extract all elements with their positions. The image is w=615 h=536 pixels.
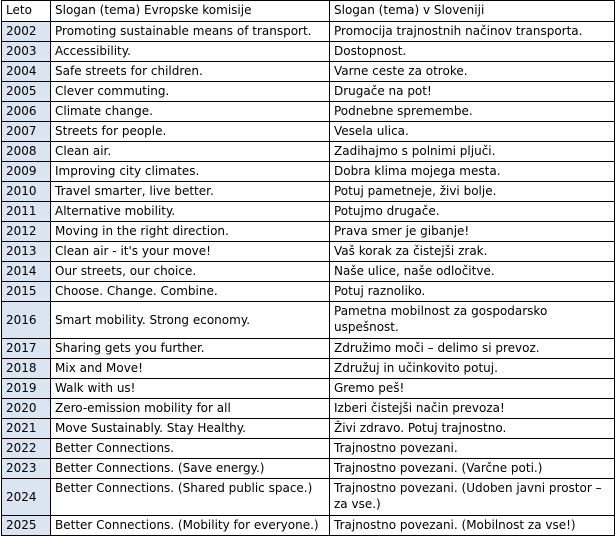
table-row: [2, 459, 615, 479]
year-cell: 2005: [2, 82, 51, 102]
table-row: [2, 122, 615, 142]
si-slogan-cell: Združuj in učinkovito potuj.: [330, 359, 615, 379]
header-year: Leto: [2, 1, 51, 22]
table-row: [2, 399, 615, 419]
si-slogan-cell: Gremo peš!: [330, 379, 615, 399]
table-row: [2, 202, 615, 222]
table-row: [2, 302, 615, 339]
si-slogan-cell: Drugače na pot!: [330, 82, 615, 102]
table-row: [2, 102, 615, 122]
eu-slogan-cell: Better Connections. (Mobility for everyone.): [51, 516, 330, 536]
year-cell: 2017: [2, 339, 51, 359]
si-slogan-cell: Dobra klima mojega mesta.: [330, 162, 615, 182]
eu-slogan-cell: Sharing gets you further.: [51, 339, 330, 359]
year-cell: 2010: [2, 182, 51, 202]
eu-slogan-cell: Promoting sustainable means of transport.: [51, 22, 330, 42]
slogan-table: [1, 0, 615, 536]
si-slogan-cell: Prava smer je gibanje!: [330, 222, 615, 242]
year-cell: 2011: [2, 202, 51, 222]
table-row: [2, 242, 615, 262]
eu-slogan-cell: Choose. Change. Combine.: [51, 282, 330, 302]
year-cell: 2014: [2, 262, 51, 282]
eu-slogan-cell: Accessibility.: [51, 42, 330, 62]
year-cell: 2008: [2, 142, 51, 162]
si-slogan-cell: Trajnostno povezani. (Udoben javni prostor – za vse.): [330, 479, 615, 516]
eu-slogan-cell: Our streets, our choice.: [51, 262, 330, 282]
table-row: [2, 339, 615, 359]
table-row: [2, 42, 615, 62]
table-row: [2, 142, 615, 162]
year-cell: 2023: [2, 459, 51, 479]
eu-slogan-cell: Alternative mobility.: [51, 202, 330, 222]
year-cell: 2012: [2, 222, 51, 242]
table-row: [2, 479, 615, 516]
si-slogan-cell: Pametna mobilnost za gospodarsko uspešnost.: [330, 302, 615, 339]
eu-slogan-cell: Smart mobility. Strong economy.: [51, 302, 330, 339]
year-cell: 2013: [2, 242, 51, 262]
eu-slogan-cell: Travel smarter, live better.: [51, 182, 330, 202]
si-slogan-cell: Potujmo drugače.: [330, 202, 615, 222]
eu-slogan-cell: Clean air - it's your move!: [51, 242, 330, 262]
header-eu-slogan: Slogan (tema) Evropske komisije: [51, 1, 330, 22]
table-row: [2, 359, 615, 379]
table-row: [2, 82, 615, 102]
si-slogan-cell: Potuj pametneje, živi bolje.: [330, 182, 615, 202]
si-slogan-cell: Vesela ulica.: [330, 122, 615, 142]
eu-slogan-cell: Walk with us!: [51, 379, 330, 399]
header-row: [2, 1, 615, 22]
eu-slogan-cell: Better Connections.: [51, 439, 330, 459]
table-row: [2, 62, 615, 82]
year-cell: 2022: [2, 439, 51, 459]
year-cell: 2021: [2, 419, 51, 439]
si-slogan-cell: Vaš korak za čistejši zrak.: [330, 242, 615, 262]
eu-slogan-cell: Climate change.: [51, 102, 330, 122]
table-row: [2, 222, 615, 242]
si-slogan-cell: Promocija trajnostnih načinov transporta.: [330, 22, 615, 42]
si-slogan-cell: Izberi čistejši način prevoza!: [330, 399, 615, 419]
year-cell: 2007: [2, 122, 51, 142]
eu-slogan-cell: Better Connections. (Shared public space.): [51, 479, 330, 516]
eu-slogan-cell: Clean air.: [51, 142, 330, 162]
eu-slogan-cell: Streets for people.: [51, 122, 330, 142]
year-cell: 2004: [2, 62, 51, 82]
year-cell: 2003: [2, 42, 51, 62]
year-cell: 2009: [2, 162, 51, 182]
eu-slogan-cell: Clever commuting.: [51, 82, 330, 102]
table-row: [2, 439, 615, 459]
eu-slogan-cell: Mix and Move!: [51, 359, 330, 379]
table-row: [2, 182, 615, 202]
year-cell: 2015: [2, 282, 51, 302]
eu-slogan-cell: Moving in the right direction.: [51, 222, 330, 242]
year-cell: 2020: [2, 399, 51, 419]
year-cell: 2018: [2, 359, 51, 379]
year-cell: 2016: [2, 302, 51, 339]
table-row: [2, 419, 615, 439]
table-row: [2, 22, 615, 42]
si-slogan-cell: Naše ulice, naše odločitve.: [330, 262, 615, 282]
year-cell: 2002: [2, 22, 51, 42]
si-slogan-cell: Zadihajmo s polnimi pljuči.: [330, 142, 615, 162]
eu-slogan-cell: Move Sustainably. Stay Healthy.: [51, 419, 330, 439]
eu-slogan-cell: Zero-emission mobility for all: [51, 399, 330, 419]
eu-slogan-cell: Better Connections. (Save energy.): [51, 459, 330, 479]
eu-slogan-cell: Improving city climates.: [51, 162, 330, 182]
year-cell: 2006: [2, 102, 51, 122]
year-cell: 2025: [2, 516, 51, 536]
si-slogan-cell: Potuj raznoliko.: [330, 282, 615, 302]
si-slogan-cell: Trajnostno povezani. (Mobilnost za vse!): [330, 516, 615, 536]
eu-slogan-cell: Safe streets for children.: [51, 62, 330, 82]
year-cell: 2024: [2, 479, 51, 516]
table-row: [2, 379, 615, 399]
table-row: [2, 262, 615, 282]
si-slogan-cell: Varne ceste za otroke.: [330, 62, 615, 82]
table-row: [2, 282, 615, 302]
table-row: [2, 162, 615, 182]
si-slogan-cell: Dostopnost.: [330, 42, 615, 62]
si-slogan-cell: Živi zdravo. Potuj trajnostno.: [330, 419, 615, 439]
header-si-slogan: Slogan (tema) v Sloveniji: [330, 1, 615, 22]
year-cell: 2019: [2, 379, 51, 399]
si-slogan-cell: Trajnostno povezani. (Varčne poti.): [330, 459, 615, 479]
si-slogan-cell: Združimo moči – delimo si prevoz.: [330, 339, 615, 359]
si-slogan-cell: Podnebne spremembe.: [330, 102, 615, 122]
si-slogan-cell: Trajnostno povezani.: [330, 439, 615, 459]
